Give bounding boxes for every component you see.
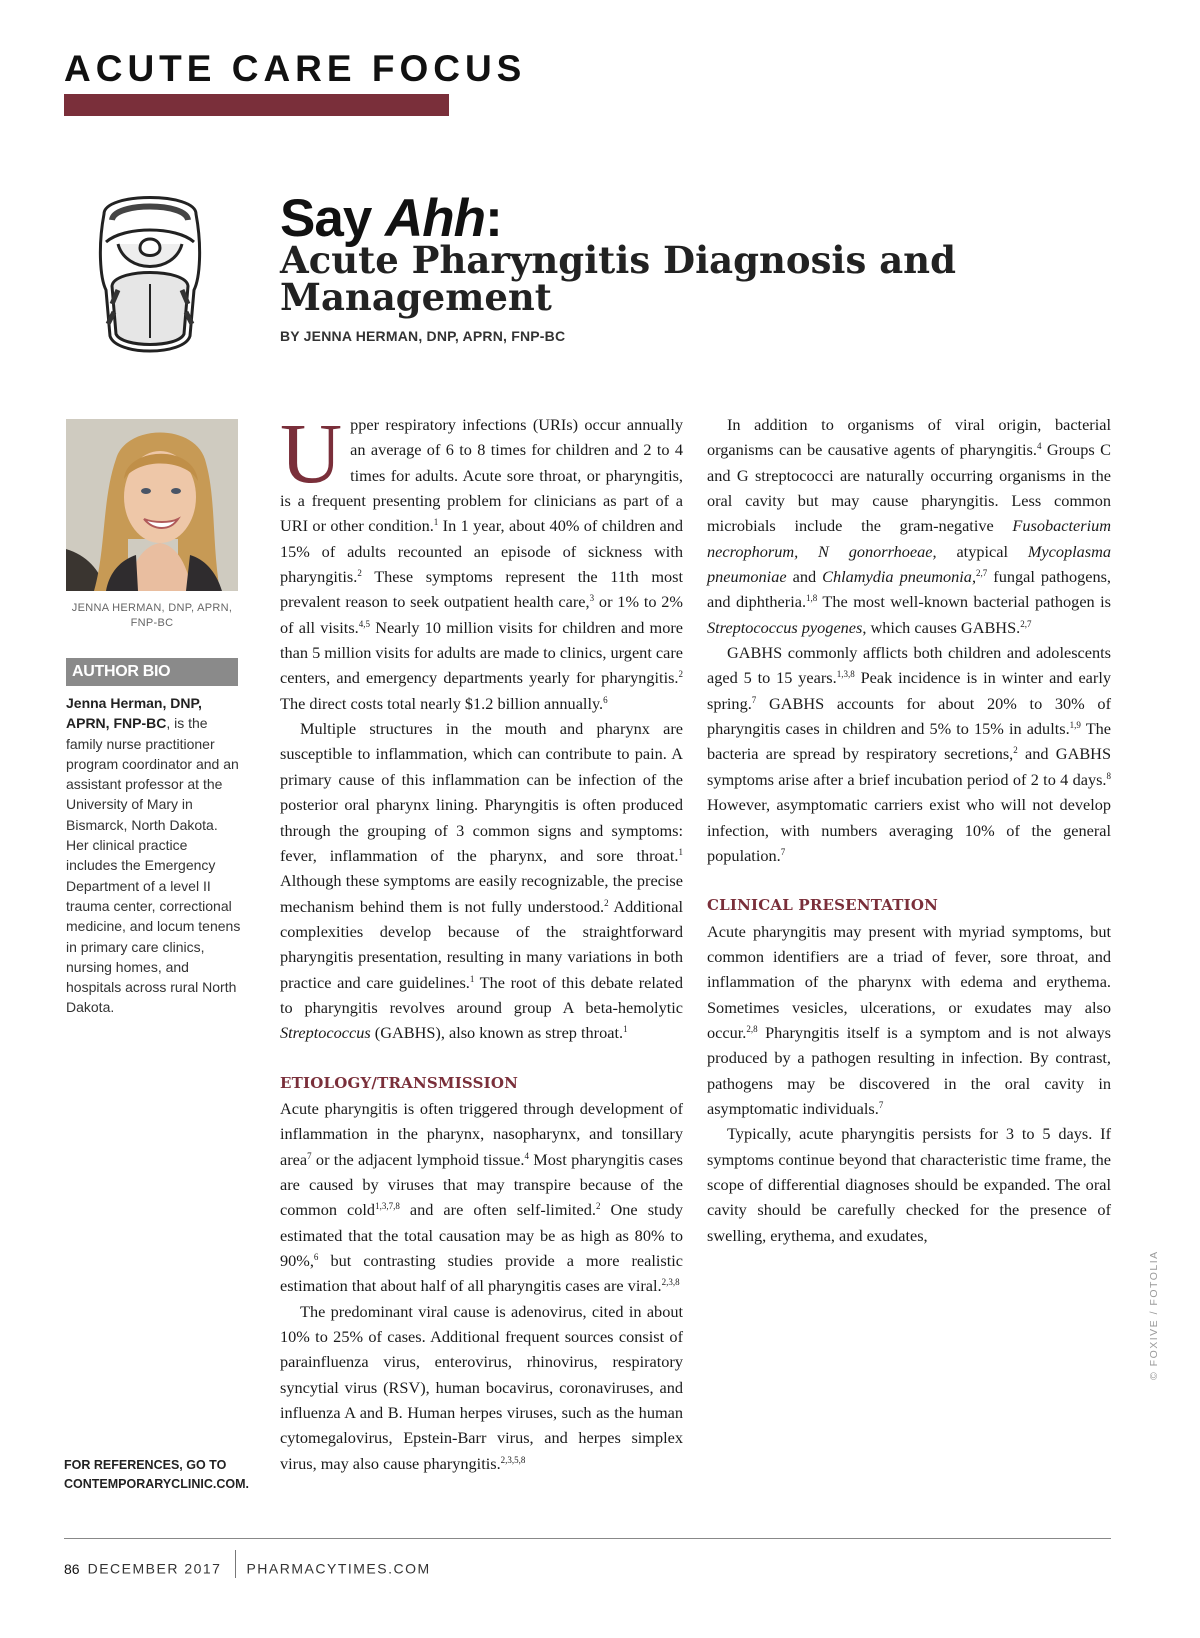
section-accent-bar — [64, 94, 449, 116]
article-subtitle: Acute Pharyngitis Diagnosis and Management — [280, 238, 956, 319]
title-emphasis: Ahh — [385, 189, 486, 248]
photo-credit: © FOXIVE / FOTOLIA — [1148, 1250, 1160, 1380]
page-number: 86 — [64, 1560, 80, 1577]
author-photo — [66, 419, 238, 591]
references-note — [64, 1456, 264, 1494]
footer-divider — [235, 1550, 236, 1578]
intro-paragraph: Upper respiratory infections (URIs) occur annually an average of 6 to 8 times for children and 2 to 4 times for adults. Acute sore throat, or pharyngitis, is a frequent presenting problem for clinicians as part of a URI or other condition.$^1$ In 1 year, about 40% of children and 15% of adults recounted an episode of sickness with pharyngitis.$^2$ These symptoms represent the 11th most prevalent reason to seek outpatient health care,$^3$ or 1% to 2% of all visits.$^{4,5}$ Nearly 10 million visits for children and more than 5 million visits for adults are made to clinics, urgent care centers, and emergency departments yearly for pharyngitis.$^2$ The direct costs total nearly $1.2 billion annually.$^6$ — [280, 405, 684, 713]
footer-site[interactable]: PHARMACYTIMES.COM — [246, 1560, 431, 1577]
references-note-line1: FOR REFERENCES, GO TO — [64, 1458, 227, 1472]
author-bio-text — [66, 693, 242, 1018]
photo-caption: JENNA HERMAN, DNP, APRN, FNP-BC — [71, 602, 233, 629]
title-colon: : — [485, 189, 502, 248]
body-column-right — [707, 412, 1111, 1248]
author-bio-heading: AUTHOR BIO — [66, 658, 238, 686]
bio-description: , is the family nurse practitioner program coordinator and an assistant professor at the University of Mary in Bismarck, North Dakota. Her clinical practice includes the Emergency Department of a level II trauma center, correctional medicine, and locum tenens in primary care clinics, nursing homes, and hospitals across rural North Dakota. — [66, 715, 241, 1016]
page-footer — [64, 1556, 431, 1584]
body-paragraph: The predominant viral cause is adenovirus, cited in about 10% to 25% of cases. Additional frequent sources consist of parainfluenza virus, enterovirus, rhinovirus, respiratory syncytial virus (RSV), human bocavirus, coronaviruses, and influenza A and B. Human herpes viruses, such as the human cytomegalovirus, Epstein-Barr virus, and herpes simplex virus, may also cause pharyngitis.$^{2,3,5,8}$ — [280, 1301, 683, 1473]
section-label: ACUTE CARE FOCUS — [64, 48, 527, 89]
bio-name: Jenna Herman, DNP, APRN, FNP-BC — [66, 695, 202, 732]
body-column-left — [280, 405, 684, 1476]
title-plain: Say — [280, 189, 386, 248]
drop-cap: U — [280, 405, 343, 501]
footer-rule — [64, 1538, 1111, 1539]
references-link[interactable]: CONTEMPORARYCLINIC.COM. — [64, 1477, 249, 1491]
section-heading-etiology: ETIOLOGY/TRANSMISSION — [280, 1073, 519, 1092]
author-portrait-icon — [66, 419, 238, 591]
issue-date: DECEMBER 2017 — [87, 1560, 222, 1577]
section-heading-clinical: CLINICAL PRESENTATION — [707, 896, 939, 915]
body-paragraph: In addition to organisms of viral origin, bacterial organisms can be causative agents of pharyngitis.$^4$ Groups C and G streptococci are naturally occurring organisms in the oral cavity but may cause pharyngitis. Less common microbials include the gram-negative Fusobacterium necrophorum, N gonorrhoeae, atypical Mycoplasma pneumoniae and Chlamydia pneumonia,$^{2,7}$ fungal pathogens, and diphtheria.$^{1,8}$ The most well-known bacterial pathogen is Streptococcus pyogenes, which causes GABHS.$^{2,7}$ — [707, 415, 1112, 637]
body-paragraph: Multiple structures in the mouth and pharynx are susceptible to inflammation, which can contribute to pain. A primary cause of this inflammation can be infection of the posterior oral pharynx lining. Pharyngitis is often produced through the grouping of 3 common signs and symptoms: fever, inflammation of the pharynx, and sore throat.$^1$ Although these symptoms are easily recognizable, the precise mechanism behind them is not fully understood.$^2$ Additional complexities develop because of the straightforward pharyngitis presentation, resulting in many variations in both practice and care guidelines.$^1$ The root of this debate related to pharyngitis revolves around group A beta-hemolytic Streptococcus (GABHS), also known as strep throat.$^1$ — [280, 719, 684, 1043]
body-paragraph: GABHS commonly afflicts both children and adolescents aged 5 to 15 years.$^{1,3,8}$ Peak incidence is in winter and early spring.$^7$ GABHS accounts for about 20% to 30% of pharyngitis cases in children and 5% to 15% in adults.$^{1,9}$ The bacteria are spread by respiratory secretions,$^2$ and GABHS symptoms arise after a brief incubation period of 2 to 4 days.$^8$ However, asymptomatic carriers exist who will not develop infection, with numbers averaging 10% of the general population.$^7$ — [707, 643, 1112, 865]
body-paragraph: Typically, acute pharyngitis persists for 3 to 5 days. If symptoms continue beyond that characteristic time frame, the scope of differential diagnoses should be expanded. The oral cavity should be carefully checked for the presence of swelling, erythema, and exudates, — [707, 1124, 1111, 1245]
body-paragraph: Acute pharyngitis may present with myriad symptoms, but common identifiers are a triad of fever, sore throat, and inflammation of the pharynx with edema and erythema. Sometimes vesicles, ulcerations, or exudates may also occur.$^{2,8}$ Pharyngitis itself is a symptom and is not always produced by a pathogen resulting in infection. By contrast, pathogens may be discovered in the oral cavity in asymptomatic individuals.$^7$ — [707, 921, 1111, 1118]
byline: BY JENNA HERMAN, DNP, APRN, FNP-BC — [280, 328, 566, 344]
open-mouth-tongue-icon — [84, 186, 216, 362]
body-paragraph: Acute pharyngitis is often triggered through development of inflammation in the pharynx, nasopharynx, and tonsillary area$^7$ or the adjacent lymphoid tissue.$^4$ Most pharyngitis cases are caused by viruses that may transpire because of the common cold$^{1,3,7,8}$ and are often self-limited.$^2$ One study estimated that the total causation may be as high as 80% to 90%,$^6$ but contrasting studies provide a more realistic estimation that about half of all pharyngitis cases are viral.$^{2,3,8}$ — [280, 1098, 684, 1296]
